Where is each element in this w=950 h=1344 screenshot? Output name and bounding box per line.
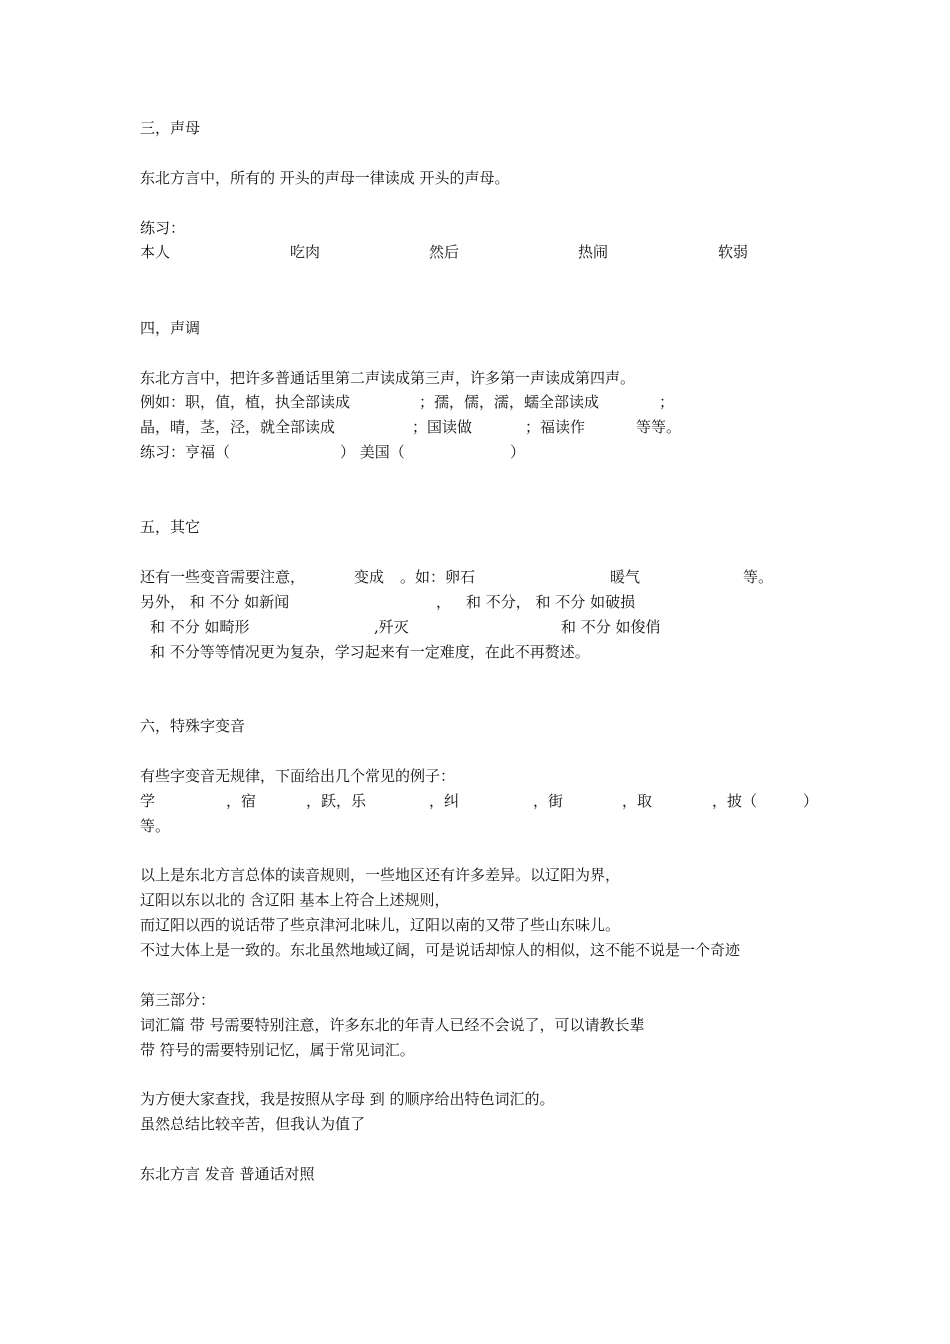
others-line3-a: 和 不分 如畸形 bbox=[150, 618, 250, 636]
part3-line: 带 符号的需要特别记忆，属于常见词汇。 bbox=[140, 1041, 415, 1059]
others-line3-c: 和 不分 如俊俏 bbox=[561, 618, 661, 636]
practice-word: 吃肉 bbox=[290, 243, 321, 261]
practice-word: 热闹 bbox=[578, 243, 609, 261]
special-example: ，街 bbox=[533, 792, 564, 810]
section-heading-tones: 四，声调 bbox=[140, 319, 201, 337]
tones-example-d: 晶，晴，茎，泾，就全部读成 bbox=[140, 418, 336, 436]
others-line1-c: 。如：卵石 bbox=[400, 568, 476, 586]
special-intro: 有些字变音无规律，下面给出几个常见的例子： bbox=[140, 767, 456, 785]
others-line2-c: 和 不分， 和 不分 如破损 bbox=[466, 593, 636, 611]
others-line3-b: ,歼灭 bbox=[374, 618, 409, 636]
part3-line: 虽然总结比较辛苦，但我认为值了 bbox=[140, 1115, 366, 1133]
others-line2-b: ， bbox=[436, 593, 452, 611]
practice-label: 练习： bbox=[140, 219, 186, 237]
section-heading-others: 五，其它 bbox=[140, 518, 201, 536]
part3-table-header: 东北方言 发音 普通话对照 bbox=[140, 1165, 315, 1183]
special-example: ） bbox=[803, 792, 819, 810]
special-example: 学 bbox=[140, 792, 156, 810]
paragraph-initials: 东北方言中，所有的 开头的声母一律读成 开头的声母。 bbox=[140, 169, 510, 187]
special-example: ，取 bbox=[622, 792, 653, 810]
tones-practice-c: ） bbox=[510, 443, 526, 461]
part3-line: 词汇篇 带 号需要特别注意，许多东北的年青人已经不会说了，可以请教长辈 bbox=[140, 1016, 645, 1034]
practice-word: 本人 bbox=[140, 243, 171, 261]
others-line1-e: 等。 bbox=[743, 568, 774, 586]
practice-word: 然后 bbox=[429, 243, 460, 261]
tones-example-g: 等等。 bbox=[636, 418, 682, 436]
tones-practice-b: ） 美国（ bbox=[340, 443, 405, 461]
summary-line: 以上是东北方言总体的读音规则，一些地区还有许多差异。以辽阳为界， bbox=[140, 866, 621, 884]
tones-example-f: ；福读作 bbox=[525, 418, 586, 436]
tones-example-e: ；国读做 bbox=[412, 418, 473, 436]
section-heading-initials: 三，声母 bbox=[140, 119, 201, 137]
paragraph-tones: 东北方言中，把许多普通话里第二声读成第三声，许多第一声读成第四声。 bbox=[140, 369, 636, 387]
summary-line: 辽阳以东以北的 含辽阳 基本上符合上述规则， bbox=[140, 891, 450, 909]
special-example: ，宿 bbox=[226, 792, 257, 810]
others-line1-b: 变成 bbox=[354, 568, 385, 586]
others-line4: 和 不分等等情况更为复杂，学习起来有一定难度，在此不再赘述。 bbox=[150, 643, 590, 661]
tones-example-a: 例如：职，值，植，执全部读成 bbox=[140, 393, 351, 411]
special-example: ，跃，乐 bbox=[306, 792, 367, 810]
special-example: ，披（ bbox=[712, 792, 758, 810]
part3-heading: 第三部分： bbox=[140, 991, 216, 1009]
others-line2-a: 另外， 和 不分 如新闻 bbox=[140, 593, 290, 611]
practice-word: 软弱 bbox=[718, 243, 749, 261]
section-heading-special: 六，特殊字变音 bbox=[140, 717, 246, 735]
summary-line: 不过大体上是一致的。东北虽然地域辽阔，可是说话却惊人的相似，这不能不说是一个奇迹 bbox=[140, 941, 741, 959]
tones-example-c: ； bbox=[659, 393, 675, 411]
tones-example-b: ；孺，儒，濡，蠕全部读成 bbox=[419, 393, 600, 411]
summary-line: 而辽阳以西的说话带了些京津河北味儿，辽阳以南的又带了些山东味儿。 bbox=[140, 916, 621, 934]
others-line1-d: 暖气 bbox=[610, 568, 641, 586]
others-line1-a: 还有一些变音需要注意， bbox=[140, 568, 306, 586]
special-example: ，纠 bbox=[429, 792, 460, 810]
special-etc: 等。 bbox=[140, 817, 171, 835]
tones-practice-a: 练习：亨福（ bbox=[140, 443, 231, 461]
part3-line: 为方便大家查找，我是按照从字母 到 的顺序给出特色词汇的。 bbox=[140, 1090, 555, 1108]
